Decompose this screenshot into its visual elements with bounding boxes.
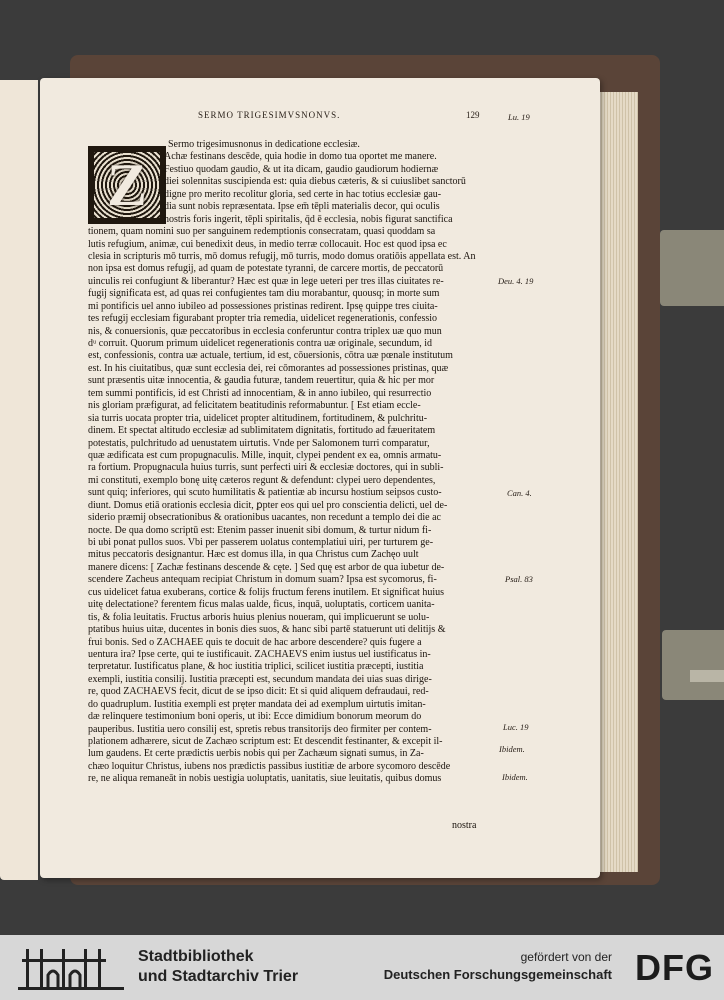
text-line: potestatis, pulchritudo ad uenustatem uirtutis. Vnde per Salomonem turri comparatur, [88, 437, 430, 449]
text-line: mitus peccatoris designantur. Hæc est domus illa, in qua Christus cum Zachęo uult [88, 549, 419, 561]
running-head: SERMO TRIGESIMVSNONVS. [198, 110, 341, 120]
text-line: bi ubi ponat pullos suos. Vbi per passerem uolatus contemplatiui uiri, per turturem ge- [88, 537, 434, 548]
text-line: tes refugij ecclesiam figurabant propter tria remedia, uidelicet regenerationis, confessio [88, 313, 438, 325]
text-line: diunt. Domus etiā orationis ecclesia dicit, ꝑpter eos qui uel pro conscientia delicti, uel de- [88, 499, 448, 511]
text-line: clesia in scripturis mō turris, mō domus refugij, mō turris, modo domus oratiōis appellata est. An [88, 250, 476, 262]
text-line: quæ ædificata est cum propugnaculis. Mille, inquit, clypei pendent ex ea, omnis armatu- [88, 449, 442, 461]
text-line: manere dicens: [ Zachæ festinans descende & cęte. ] Sed quę est arbor de qua iubetur de- [88, 561, 445, 573]
left-page-edge [0, 80, 38, 880]
text-line: uentura ira? Ipse certe, qui te iustificauit. ZACHAEVS enim iustus uel iustificatus in- [88, 648, 431, 660]
text-line: Achæ festinans descēde, quia hodie in domo tua oportet me manere. [164, 151, 437, 163]
text-line: tem summi pontificis, id est Christi ad innocentiam, & in anno iubileo, qui resurrectio [88, 387, 432, 399]
text-line: chæo loquitur Christus, iubens nos prædictis passibus iustitiæ de arbore sycomoro descēde [88, 760, 451, 772]
text-line: non ipsa est domus refugij, ad quam de potestate tyranni, de carcere mortis, de peccatorū [88, 263, 444, 275]
margin-note: Luc. 19 [503, 722, 529, 732]
text-line: est, confessionis, contra uæ actuale, tertium, id est, cōuersionis, cōtra uæ pœnale institutum [88, 350, 453, 362]
text-line: dinem. Et spectat altitudo ecclesiæ ad sublimitatem dignitatis, fortitudo ad fæueritatem [88, 425, 436, 437]
text-line: lum gaudens. Et certe prædictis uerbis nobis qui per Zachæum signati sumus, in Za- [88, 748, 424, 760]
text-line: nis, & conuersionis, quæ peccatoribus in ecclesia conferuntur contra triplex uæ quo mun [88, 325, 442, 337]
funding-line2: Deutschen Forschungsgemeinschaft [383, 967, 612, 982]
text-line: re, ne aliqua remaneāt in nobis uestigia uoluptatis, uanitatis, siue leuitatis, quibus domus [88, 773, 442, 785]
text-line: mi constituti, exemplo bonę uitę cæteros regunt & defendunt: clypei uero dependentes, [88, 474, 436, 486]
text-line: ptatibus huius uitæ, ducentes in bonis dies suos, & hanc sibi partē statuerunt uti delitijs & [88, 624, 446, 636]
catchword: nostra [452, 820, 477, 831]
text-line: sunt quiq; inferiores, qui scuto humilitatis & patientiæ ab incursu hostium seipsos custo- [88, 487, 442, 499]
text-line: Festiuo quodam gaudio, & ut ita dicam, gaudio gaudiorum hodiernæ [164, 163, 439, 175]
text-line: dia sunt nobis repræsentata. Ipse em̄ tēpli materialis decor, qui oculis [164, 201, 440, 213]
text-line: fugij significata est, ad quas rei confugientes tam diu morabantur, quousq; in morte sum [88, 288, 440, 300]
folio-number: 129 [466, 110, 480, 120]
clasp-pin [690, 670, 724, 682]
text-line: sunt præsentis uitæ innocentia, & gaudia futuræ, tandem reuertitur, quia & hic per mor [88, 375, 435, 387]
text-line: uinculis rei confugiunt & liberantur? Hæc est quæ in lege ueteri per tres illas ciuitates re- [88, 275, 444, 287]
library-name [138, 947, 298, 987]
bottom-clasp [662, 630, 724, 700]
text-line: do quadruplum. Iustitia exempli est pręter mandata dei ad exemplum uirtutis imitan- [88, 698, 426, 710]
library-logo-icon [18, 941, 128, 995]
funding-credit [384, 949, 612, 983]
text-line: sia turris uocata propter tria, uidelicet propter altitudinem, fortitudinem, & pulchritu- [88, 412, 428, 424]
text-line: siderio præmij obsecrationibus & orationibus uacantes, non recedunt a templo dei die ac [88, 512, 441, 524]
text-line: digne pro merito recolitur gloria, sed certe in hac totius ecclesiæ gau- [164, 188, 442, 200]
text-line: dæ relinquere testimonium boni operis, ut ibi: Ecce dimidium bonorum meorum do [88, 711, 422, 723]
page-edges [596, 92, 638, 872]
text-line: pauperibus. Iustitia uero consilij est, spretis rebus transitorijs deo firmiter per contem- [88, 723, 432, 735]
text-line: frui bonis. Sed o ZACHAEE quis te docuit de hac arbore descendere? quis fugere a [88, 636, 422, 648]
sermon-title: Sermo trigesimusnonus in dedicatione ecclesiæ. [168, 139, 360, 150]
margin-note: Ibidem. [499, 744, 525, 754]
library-name-line1: Stadtbibliothek [138, 948, 254, 965]
text-line: tis, & folia leuitatis. Fructus arboris huius plenius noueram, qui implicuerunt se uolu- [88, 611, 430, 623]
text-line: uitę delectatione? ferentem ficus malas ualde, ficus, inquā, uoluptatis, corticem uanita- [88, 599, 435, 611]
text-line: tionem, quam nomini suo per sanguinem redemptionis consecratam, quasi quoddam sa [88, 226, 436, 238]
text-line: scendere Zacheus antequam recipiat Christum in domum suam? Ipsa est sycomorus, fi- [88, 574, 437, 586]
text-line: ra fortium. Propugnacula huius turris, sunt perfecti uiri & ecclesiæ doctores, qui in subli- [88, 462, 444, 474]
text-line: nis gloriam præfigurat, ad felicitatem beatitudinis reformabuntur. [ Est etiam eccle- [88, 400, 421, 412]
text-line: nostris foris ingerit, tēpli spiritalis, q̄d ē ecclesia, nobis figurat sanctifica [164, 213, 453, 225]
text-line: dᵘ corruit. Quorum primum uidelicet regenerationis contra uæ originale, secundum, id [88, 338, 433, 349]
text-line: plationem adhærere, sicut de Zachæo scriptum est: Et descendit festinanter, & excepit il- [88, 736, 443, 747]
funding-line1: gefördert von der [520, 950, 612, 964]
text-line: est. In his ciuitatibus, quæ sunt ecclesia dei, rei cōmorantes ad possessiones pristinas, quæ [88, 362, 449, 374]
margin-note: Lu. 19 [508, 112, 530, 122]
footer-bar [0, 935, 724, 1000]
text-line: nocte. De qua domo scriptū est: Etenim passer inuenit sibi domum, & turtur nidum fi- [88, 524, 432, 536]
library-name-line2: und Stadtarchiv Trier [138, 968, 299, 985]
text-line: terpretatur. Iustificatus plane, & hoc iustitia triplici, scilicet iustitia præcepti, iustitia [88, 661, 424, 673]
top-clasp [660, 230, 724, 306]
text-line: cus uidelicet fatua exuberans, cortice & folijs fructum ferens inutilem. Et significat huius [88, 586, 445, 598]
margin-note: Ibidem. [502, 772, 528, 782]
text-line: mi pontificis uel anno iubileo ad possessiones pristinas redirent. Ipsę quippe tres ciuita- [88, 300, 438, 312]
text-line: lutis refugium, animæ, cui benedixit deus, in medio terræ collocauit. Hoc est quod ipsa ec [88, 238, 447, 250]
margin-note: Psal. 83 [505, 574, 533, 584]
margin-note: Can. 4. [507, 488, 532, 498]
sermon-text [88, 139, 498, 786]
text-line: re, quod ZACHAEVS fecit, dicut de se ipso dicit: Et si quid aliquem defraudaui, red- [88, 686, 429, 698]
text-line: diei solennitas suscipienda est: quia diebus cæteris, & si cuiuslibet sanctorū [164, 176, 466, 188]
initial-letter: Z [106, 151, 148, 218]
margin-note: Deu. 4. 19 [498, 276, 534, 286]
text-line: exempli, iustitia consilij. Iustitia præcepti est, secundum mandata dei uias suas dirige- [88, 673, 432, 685]
dfg-logo: DFG [635, 947, 714, 988]
